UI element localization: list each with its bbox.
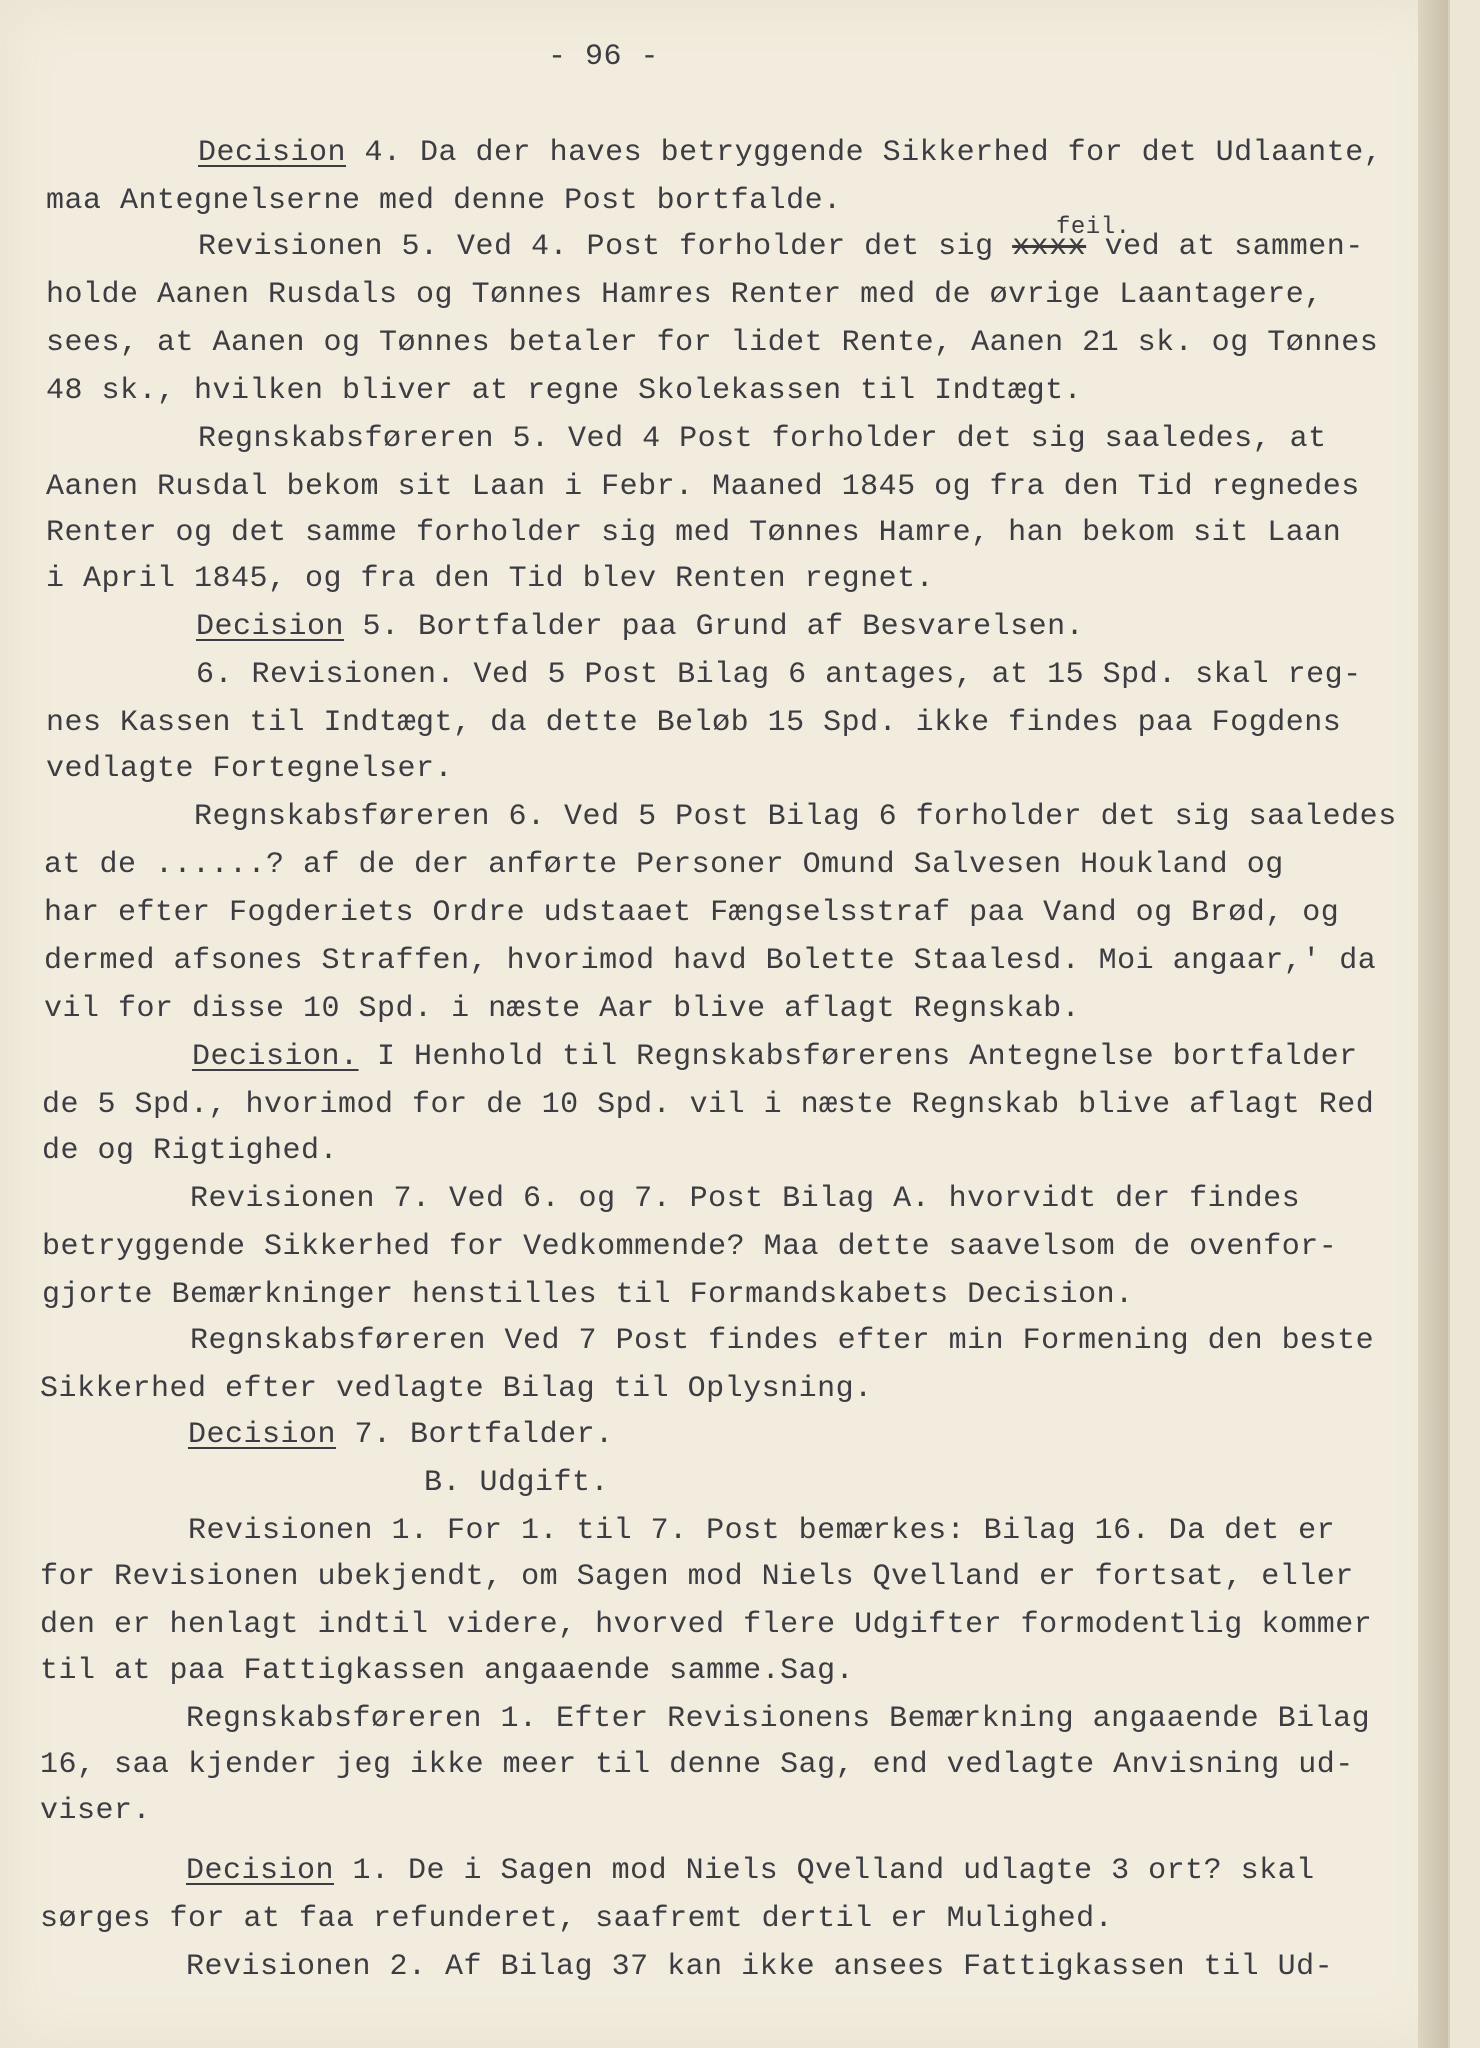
decision-label: Decision — [186, 1854, 335, 1888]
text-line: dermed afsones Straffen, hvorimod havd Bolette Staalesd. Moi angaar,' da — [44, 944, 1377, 978]
text-line: Renter og det samme forholder sig med Tønnes Hamre, han bekom sit Laan — [46, 516, 1342, 550]
text-line: Decision 4. Da der haves betryggende Sikkerhed for det Udlaante, — [198, 136, 1383, 170]
text-line: holde Aanen Rusdals og Tønnes Hamres Renter med de øvrige Laantagere, — [46, 278, 1323, 312]
text-line: Decision 7. Bortfalder. — [188, 1418, 614, 1452]
text-line: Decision. I Henhold til Regnskabsførerens Antegnelse bortfalder — [192, 1040, 1358, 1074]
text-line: Sikkerhed efter vedlagte Bilag til Oplysning. — [40, 1372, 873, 1406]
text-line: 48 sk., hvilken bliver at regne Skolekassen til Indtægt. — [46, 374, 1083, 408]
text-line: Decision 5. Bortfalder paa Grund af Besvarelsen. — [196, 610, 1085, 644]
text-line: de 5 Spd., hvorimod for de 10 Spd. vil i næste Regnskab blive aflagt Red — [42, 1088, 1375, 1122]
decision-label: Decision — [188, 1418, 337, 1452]
text-line: Decision 1. De i Sagen mod Niels Qvelland udlagte 3 ort? skal — [186, 1854, 1315, 1888]
text-line: Revisionen 7. Ved 6. og 7. Post Bilag A. hvorvidt der findes — [190, 1182, 1301, 1216]
text-line: betryggende Sikkerhed for Vedkommende? Maa dette saavelsom de ovenfor- — [42, 1230, 1338, 1264]
text-line: sørges for at faa refunderet, saafremt dertil er Mulighed. — [40, 1902, 1114, 1936]
text-line: 16, saa kjender jeg ikke meer til denne Sag, end vedlagte Anvisning ud- — [40, 1748, 1354, 1782]
text-line: i April 1845, og fra den Tid blev Renten regnet. — [46, 562, 935, 596]
text-line: Regnskabsføreren 6. Ved 5 Post Bilag 6 forholder det sig saaledes — [194, 800, 1397, 834]
text-line: har efter Fogderiets Ordre udstaaet Fængselsstraf paa Vand og Brød, og — [44, 896, 1340, 930]
text-line: Regnskabsføreren Ved 7 Post findes efter min Formening den beste — [190, 1324, 1375, 1358]
text-line: 6. Revisionen. Ved 5 Post Bilag 6 antages, at 15 Spd. skal reg- — [196, 658, 1362, 692]
section-heading: B. Udgift. — [424, 1466, 610, 1500]
text-line: Aanen Rusdal bekom sit Laan i Febr. Maaned 1845 og fra den Tid regnedes — [46, 470, 1360, 504]
text-line: for Revisionen ubekjendt, om Sagen mod Niels Qvelland er fortsat, eller — [40, 1560, 1354, 1594]
text-line: sees, at Aanen og Tønnes betaler for lidet Rente, Aanen 21 sk. og Tønnes — [46, 326, 1379, 360]
decision-label: Decision — [198, 136, 347, 170]
text-line: Regnskabsføreren 5. Ved 4 Post forholder det sig saaledes, at — [198, 422, 1327, 456]
text-line: nes Kassen til Indtægt, da dette Beløb 15 Spd. ikke findes paa Fogdens — [46, 706, 1342, 740]
text-line: Revisionen 2. Af Bilag 37 kan ikke ansees Fattigkassen til Ud- — [186, 1950, 1334, 1984]
decision-label: Decision. — [192, 1040, 359, 1074]
handwritten-insertion: feil. — [1056, 214, 1131, 241]
text-line: Revisionen 5. Ved 4. Post forholder det sig xxxx ved at sammen- — [198, 230, 1364, 264]
text-line: den er henlagt indtil videre, hvorved flere Udgifter formodentlig kommer — [40, 1608, 1373, 1642]
text-line: vil for disse 10 Spd. i næste Aar blive aflagt Regnskab. — [44, 992, 1081, 1026]
page-number: - 96 - — [548, 40, 660, 74]
text-line: til at paa Fattigkassen angaaende samme.Sag. — [40, 1654, 855, 1688]
struck-out-text: xxxx — [1012, 230, 1087, 264]
text-line: Regnskabsføreren 1. Efter Revisionens Bemærkning angaaende Bilag — [186, 1702, 1371, 1736]
text-line: viser. — [40, 1794, 152, 1828]
text-line: vedlagte Fortegnelser. — [46, 752, 454, 786]
text-line: de og Rigtighed. — [42, 1134, 339, 1168]
text-line: at de ......? af de der anførte Personer Omund Salvesen Houkland og — [44, 848, 1284, 882]
text-line: maa Antegnelserne med denne Post bortfalde. — [46, 184, 842, 218]
text-line: gjorte Bemærkninger henstilles til Formandskabets Decision. — [42, 1278, 1134, 1312]
text-line: Revisionen 1. For 1. til 7. Post bemærkes: Bilag 16. Da det er — [188, 1514, 1336, 1548]
decision-label: Decision — [196, 610, 345, 644]
